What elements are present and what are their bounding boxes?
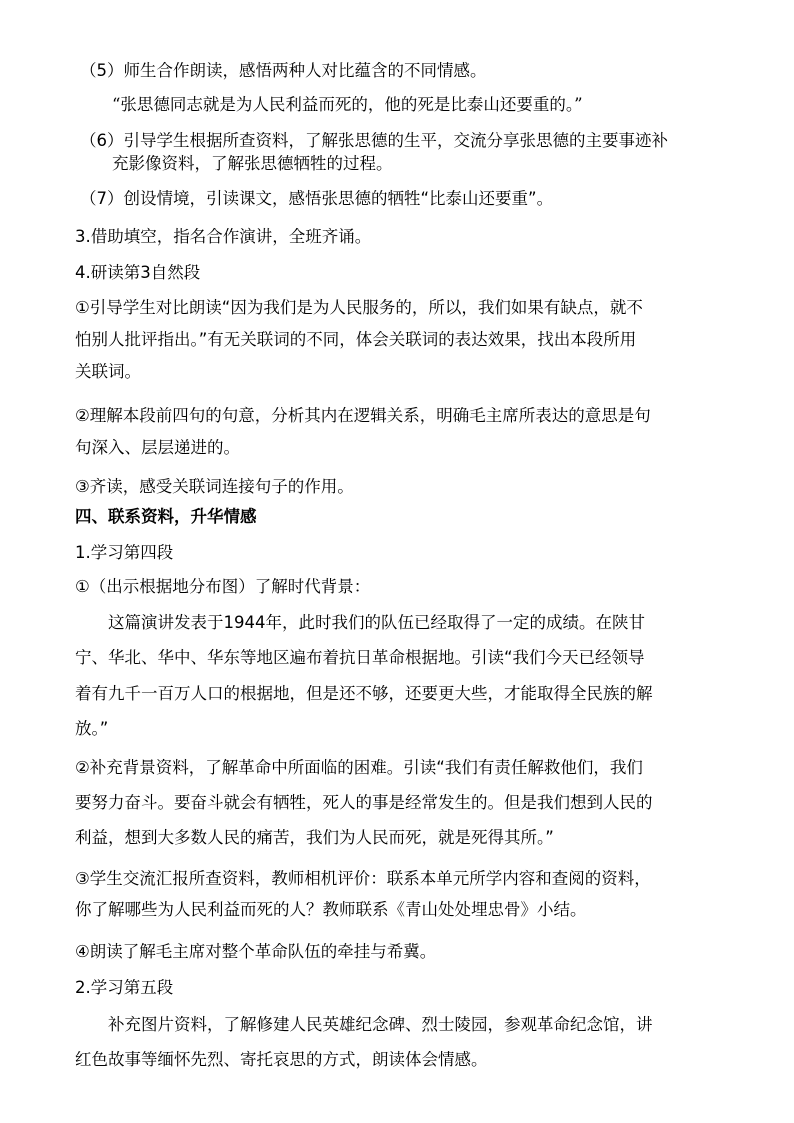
step-2-text-cont: 利益，想到大多数人民的痛苦，我们为人民而死，就是死得其所。” bbox=[75, 828, 554, 847]
final-paragraph: 补充图片资料，了解修建人民英雄纪念碑、烈士陵园，参观革命纪念馆，讲 bbox=[108, 1015, 653, 1034]
background-paragraph-cont: 着有九千一百万人口的根据地，但是还不够，还要更大些，才能取得全民族的解 bbox=[75, 684, 653, 703]
background-paragraph-cont: 放。” bbox=[75, 719, 109, 738]
item-4-heading: 4.研读第3自然段 bbox=[75, 263, 201, 282]
step-2-text: ②补充背景资料，了解革命中所面临的困难。引读“我们有责任解救他们，我们 bbox=[75, 758, 643, 777]
step-1-text: ①（出示根据地分布图）了解时代背景： bbox=[75, 577, 371, 596]
point-2-text: ②理解本段前四句的句意，分析其内在逻辑关系，明确毛主席所表达的意思是句 bbox=[75, 406, 651, 425]
subsection-1-heading: 1.学习第四段 bbox=[75, 543, 174, 562]
quote-text: “张思德同志就是为人民利益而死的，他的死是比泰山还要重的。” bbox=[112, 95, 583, 114]
item-3-text: 3.借助填空，指名合作演讲，全班齐诵。 bbox=[75, 227, 372, 246]
point-1-text-cont: 怕别人批评指出。”有无关联词的不同，体会关联词的表达效果，找出本段所用 bbox=[75, 330, 637, 349]
step-5-text: （5）师生合作朗读，感悟两种人对比蕴含的不同情感。 bbox=[80, 61, 487, 80]
step-6-text-cont: 充影像资料，了解张思德牺牲的过程。 bbox=[112, 154, 393, 173]
point-1-text-cont: 关联词。 bbox=[75, 362, 141, 381]
background-paragraph: 这篇演讲发表于1944年，此时我们的队伍已经取得了一定的成绩。在陕甘 bbox=[108, 613, 645, 632]
section-4-heading: 四、联系资料，升华情感 bbox=[75, 507, 257, 526]
point-2-text-cont: 句深入、层层递进的。 bbox=[75, 438, 240, 457]
step-4-text: ④朗读了解毛主席对整个革命队伍的牵挂与希冀。 bbox=[75, 942, 437, 961]
step-3-text-cont: 你了解哪些为人民利益而死的人？教师联系《青山处处埋忠骨》小结。 bbox=[75, 900, 587, 919]
final-paragraph-cont: 红色故事等缅怀先烈、寄托哀思的方式，朗读体会情感。 bbox=[75, 1050, 488, 1069]
point-3-text: ③齐读，感受关联词连接句子的作用。 bbox=[75, 477, 354, 496]
background-paragraph-cont: 宁、华北、华中、华东等地区遍布着抗日革命根据地。引读“我们今天已经领导 bbox=[75, 648, 645, 667]
step-3-text: ③学生交流汇报所查资料，教师相机评价：联系本单元所学内容和查阅的资料， bbox=[75, 869, 651, 888]
subsection-2-heading: 2.学习第五段 bbox=[75, 978, 174, 997]
step-2-text-cont: 要努力奋斗。要奋斗就会有牺牲，死人的事是经常发生的。但是我们想到人民的 bbox=[75, 793, 653, 812]
step-6-text: （6）引导学生根据所查资料，了解张思德的生平，交流分享张思德的主要事迹补 bbox=[80, 131, 668, 150]
step-7-text: （7）创设情境，引读课文，感悟张思德的牺牲“比泰山还要重”。 bbox=[80, 189, 554, 208]
point-1-text: ①引导学生对比朗读“因为我们是为人民服务的，所以，我们如果有缺点，就不 bbox=[75, 298, 643, 317]
